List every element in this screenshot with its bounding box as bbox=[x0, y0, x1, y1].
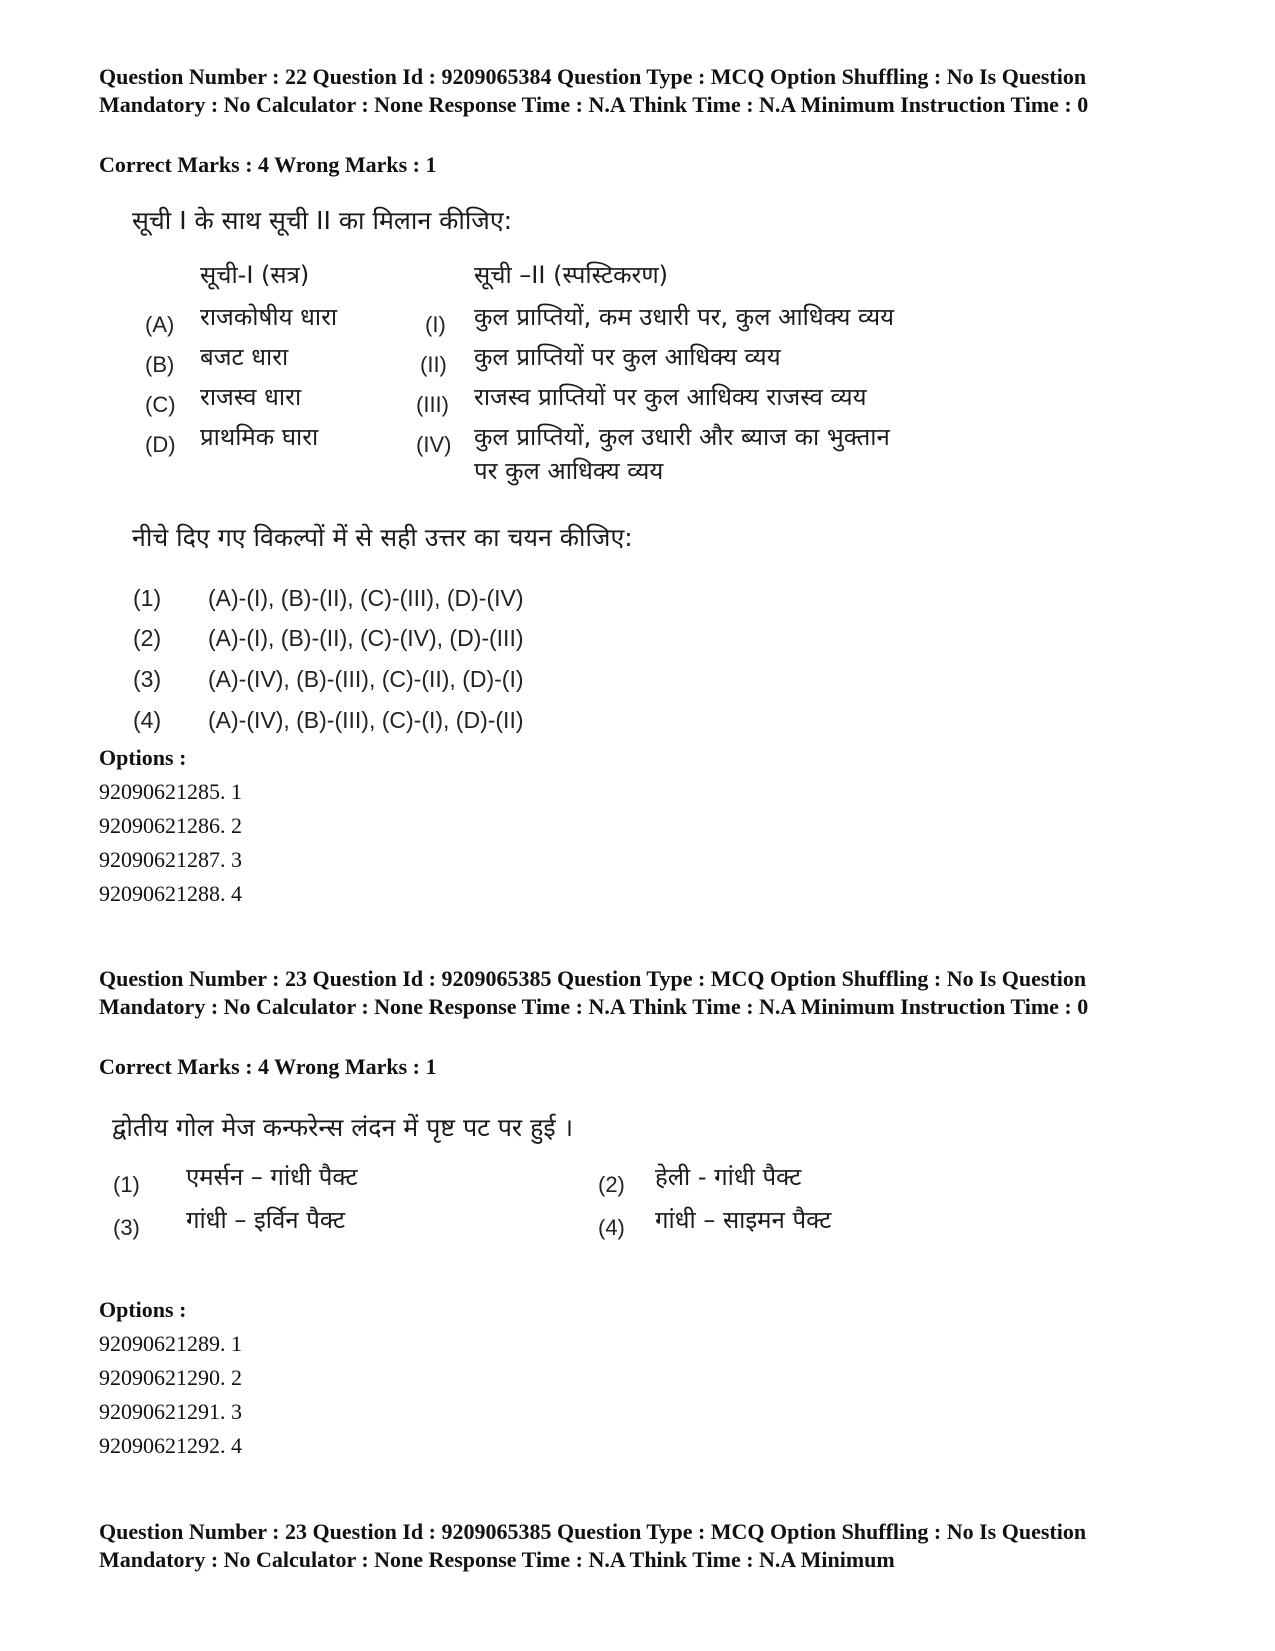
option-line: 92090621287. 3 bbox=[99, 847, 242, 872]
row-text-list2: कुल प्राप्तियों, कुल उधारी और ब्याज का भुक्तान bbox=[474, 423, 890, 451]
question-22-marks: Correct Marks : 4 Wrong Marks : 1 bbox=[99, 152, 437, 177]
choice-number: (2) bbox=[598, 1172, 625, 1197]
choice-text: (A)-(IV), (B)-(III), (C)-(I), (D)-(II) bbox=[208, 707, 524, 733]
row-text-list1: राजस्व धारा bbox=[200, 383, 302, 411]
option-line: 92090621288. 4 bbox=[99, 881, 242, 906]
choice-number: (1) bbox=[113, 1172, 140, 1197]
row-label-list1: (A) bbox=[145, 312, 175, 337]
question-23-repeat-meta: Question Number : 23 Question Id : 9209065385 Question Type : MCQ Option Shuffling : No Is Question Mandatory : No Calculator : None Response Time : N.A Think Time : N.A Minimum bbox=[99, 1519, 1087, 1572]
row-text-list2-continued: पर कुल आधिक्य व्यय bbox=[474, 457, 664, 485]
row-text-list2: कुल प्राप्तियों, कम उधारी पर, कुल आधिक्य व्यय bbox=[474, 303, 895, 331]
question-23-marks: Correct Marks : 4 Wrong Marks : 1 bbox=[99, 1054, 437, 1079]
option-line: 92090621291. 3 bbox=[99, 1399, 242, 1424]
option-line: 92090621292. 4 bbox=[99, 1433, 242, 1458]
q22-prompt: नीचे दिए गए विकल्पों में से सही उत्तर का चयन कीजिए: bbox=[132, 523, 633, 552]
row-text-list1: प्राथमिक घारा bbox=[200, 423, 319, 451]
choice-number: (1) bbox=[133, 585, 162, 611]
list1-header: सूची-I (सत्र) bbox=[200, 261, 310, 289]
question-23-meta: Question Number : 23 Question Id : 9209065385 Question Type : MCQ Option Shuffling : No Is Question Mandatory : No Calculator : None Response Time : N.A Think Time : N.A Minimum Instruction Time : 0 bbox=[99, 966, 1089, 1019]
choice-number: (2) bbox=[133, 625, 162, 651]
row-label-list2: (III) bbox=[416, 392, 449, 417]
q23-question: द्वोतीय गोल मेज कन्फरेन्स लंदन में पृष्ट पट पर हुई । bbox=[112, 1113, 574, 1142]
choice-number: (4) bbox=[133, 707, 162, 733]
row-text-list2: राजस्व प्राप्तियों पर कुल आधिक्य राजस्व व्यय bbox=[474, 383, 867, 411]
list2-header: सूची –II (स्पस्टिकरण) bbox=[474, 261, 669, 289]
option-line: 92090621286. 2 bbox=[99, 813, 242, 838]
row-text-list1: बजट धारा bbox=[200, 343, 289, 371]
options-title: Options : bbox=[99, 1297, 187, 1322]
choice-text: (A)-(IV), (B)-(III), (C)-(II), (D)-(I) bbox=[208, 666, 524, 692]
choice-text: (A)-(I), (B)-(II), (C)-(IV), (D)-(III) bbox=[208, 625, 524, 651]
choice-text: हेली - गांधी पैक्ट bbox=[655, 1163, 802, 1191]
row-label-list1: (D) bbox=[145, 432, 176, 457]
question-22-meta: Question Number : 22 Question Id : 9209065384 Question Type : MCQ Option Shuffling : No Is Question Mandatory : No Calculator : None Response Time : N.A Think Time : N.A Minimum Instruction Time : 0 bbox=[99, 64, 1089, 117]
row-label-list2: (II) bbox=[420, 352, 447, 377]
choice-number: (3) bbox=[133, 666, 162, 692]
choice-text: एमर्सन – गांधी पैक्ट bbox=[186, 1163, 358, 1191]
row-label-list1: (C) bbox=[145, 392, 176, 417]
choice-text: गांधी – साइमन पैक्ट bbox=[655, 1206, 832, 1234]
choice-number: (3) bbox=[113, 1215, 140, 1240]
row-label-list2: (I) bbox=[425, 312, 446, 337]
options-title: Options : bbox=[99, 745, 187, 770]
row-text-list1: राजकोषीय धारा bbox=[200, 303, 338, 331]
q22-instruction: सूची I के साथ सूची II का मिलान कीजिए: bbox=[132, 206, 513, 235]
option-line: 92090621285. 1 bbox=[99, 779, 242, 804]
row-label-list2: (IV) bbox=[416, 432, 452, 457]
option-line: 92090621289. 1 bbox=[99, 1331, 242, 1356]
option-line: 92090621290. 2 bbox=[99, 1365, 242, 1390]
row-label-list1: (B) bbox=[145, 352, 175, 377]
choice-text: गांधी – इर्विन पैक्ट bbox=[186, 1206, 346, 1234]
choice-text: (A)-(I), (B)-(II), (C)-(III), (D)-(IV) bbox=[208, 585, 524, 611]
row-text-list2: कुल प्राप्तियों पर कुल आधिक्य व्यय bbox=[474, 343, 781, 371]
choice-number: (4) bbox=[598, 1215, 625, 1240]
